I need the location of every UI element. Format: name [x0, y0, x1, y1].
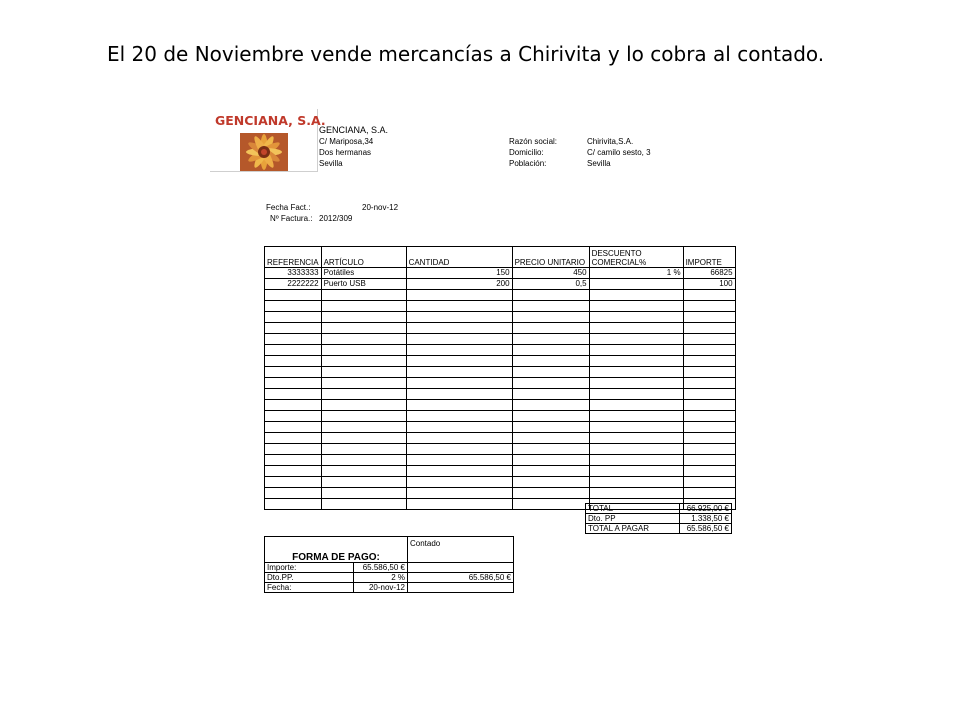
invoice-table: [264, 246, 736, 510]
flower-logo-icon: [240, 133, 288, 171]
cell-articulo: Potátiles: [321, 268, 406, 279]
cell-cantidad: [406, 444, 512, 455]
issuer-address: C/ Mariposa,34: [319, 137, 374, 146]
cell-articulo: [321, 378, 406, 389]
cell-ref: 3333333: [265, 268, 322, 279]
table-row: [265, 488, 736, 499]
cell-descuento: [589, 378, 683, 389]
payment-fecha-label: Fecha:: [265, 583, 354, 593]
cell-importe: [683, 411, 735, 422]
cell-importe: [683, 312, 735, 323]
cell-articulo: [321, 477, 406, 488]
cell-ref: [265, 499, 322, 510]
table-row: [265, 334, 736, 345]
cell-ref: [265, 301, 322, 312]
cell-descuento: [589, 389, 683, 400]
cell-importe: [683, 433, 735, 444]
payment-importe-label: Importe:: [265, 563, 354, 573]
payment-importe-row: [265, 563, 514, 573]
dto-label: Dto. PP: [586, 514, 680, 524]
invoice-date-label: Fecha Fact.:: [266, 203, 311, 212]
cell-ref: [265, 488, 322, 499]
cell-cantidad: [406, 378, 512, 389]
cell-descuento: [589, 334, 683, 345]
cell-precio: [512, 356, 589, 367]
cell-cantidad: [406, 334, 512, 345]
header-importe: IMPORTE: [683, 247, 735, 268]
header-descuento-line2: COMERCIAL%: [591, 258, 647, 267]
header-ref: REFERENCIA: [265, 247, 322, 268]
cell-descuento: [589, 323, 683, 334]
table-row: [265, 400, 736, 411]
table-header-row: [265, 247, 736, 268]
issuer-city: Sevilla: [319, 159, 343, 168]
cell-importe: [683, 378, 735, 389]
total-value: 66.925,00 €: [680, 504, 732, 514]
total-label: TOTAL: [586, 504, 680, 514]
cell-precio: [512, 312, 589, 323]
cell-descuento: 1 %: [589, 268, 683, 279]
cell-cantidad: [406, 312, 512, 323]
cell-descuento: [589, 345, 683, 356]
cell-descuento: [589, 444, 683, 455]
table-row: [265, 290, 736, 301]
cell-cantidad: [406, 356, 512, 367]
cell-precio: [512, 455, 589, 466]
cell-precio: [512, 334, 589, 345]
cell-descuento: [589, 488, 683, 499]
client-razon: Chirivita,S.A.: [587, 137, 634, 146]
payment-title-row: [265, 537, 514, 563]
table-row: [265, 455, 736, 466]
cell-cantidad: [406, 323, 512, 334]
cell-articulo: [321, 455, 406, 466]
header-precio: PRECIO UNITARIO: [512, 247, 589, 268]
table-row: [265, 444, 736, 455]
cell-articulo: [321, 411, 406, 422]
cell-cantidad: [406, 389, 512, 400]
table-row: [265, 323, 736, 334]
cell-articulo: [321, 345, 406, 356]
cell-descuento: [589, 433, 683, 444]
payment-importe: 65.586,50 €: [354, 563, 408, 573]
cell-articulo: [321, 433, 406, 444]
payment-dto-label: Dto.PP.: [265, 573, 354, 583]
table-row: [265, 466, 736, 477]
cell-cantidad: 150: [406, 268, 512, 279]
cell-descuento: [589, 400, 683, 411]
cell-cantidad: [406, 433, 512, 444]
cell-importe: [683, 345, 735, 356]
cell-descuento: [589, 466, 683, 477]
cell-precio: [512, 444, 589, 455]
payment-title: FORMA DE PAGO:: [265, 537, 408, 563]
header-descuento: [589, 247, 683, 268]
table-row: [265, 312, 736, 323]
pagar-row: [586, 524, 732, 534]
header-descuento-line1: DESCUENTO: [591, 249, 642, 258]
cell-articulo: [321, 488, 406, 499]
cell-cantidad: [406, 411, 512, 422]
dto-value: 1.338,50 €: [680, 514, 732, 524]
logo-text: GENCIANA, S.A.: [215, 113, 326, 128]
cell-cantidad: [406, 466, 512, 477]
payment-dto-row: [265, 573, 514, 583]
cell-importe: 66825: [683, 268, 735, 279]
cell-importe: 100: [683, 279, 735, 290]
cell-importe: [683, 400, 735, 411]
cell-ref: 2222222: [265, 279, 322, 290]
cell-ref: [265, 400, 322, 411]
cell-precio: [512, 301, 589, 312]
payment-fecha: 20-nov-12: [354, 583, 408, 593]
cell-ref: [265, 323, 322, 334]
cell-precio: [512, 290, 589, 301]
cell-ref: [265, 444, 322, 455]
issuer-town: Dos hermanas: [319, 148, 372, 157]
table-row: [265, 411, 736, 422]
issuer-name: GENCIANA, S.A.: [319, 125, 389, 135]
cell-articulo: [321, 301, 406, 312]
company-logo: [210, 109, 326, 172]
cell-descuento: [589, 422, 683, 433]
client-domicilio-label: Domicilio:: [509, 148, 544, 157]
header-articulo: ARTÍCULO: [321, 247, 406, 268]
cell-cantidad: [406, 488, 512, 499]
cell-descuento: [589, 411, 683, 422]
invoice-number-label: Nº Factura.:: [270, 214, 313, 223]
client-domicilio: C/ camilo sesto, 3: [587, 148, 651, 157]
cell-precio: [512, 378, 589, 389]
cell-articulo: [321, 312, 406, 323]
cell-importe: [683, 323, 735, 334]
cell-articulo: [321, 444, 406, 455]
cell-ref: [265, 356, 322, 367]
pagar-label: TOTAL A PAGAR: [586, 524, 680, 534]
client-razon-label: Razón social:: [509, 137, 558, 146]
payment-method: Contado: [408, 537, 514, 563]
cell-ref: [265, 466, 322, 477]
cell-importe: [683, 488, 735, 499]
cell-articulo: [321, 367, 406, 378]
cell-descuento: [589, 312, 683, 323]
cell-ref: [265, 411, 322, 422]
cell-importe: [683, 389, 735, 400]
invoice-number: 2012/309: [319, 214, 353, 223]
table-row: [265, 356, 736, 367]
cell-importe: [683, 455, 735, 466]
cell-cantidad: 200: [406, 279, 512, 290]
table-row: [265, 433, 736, 444]
cell-cantidad: [406, 455, 512, 466]
table-row: [265, 345, 736, 356]
client-poblacion-label: Población:: [509, 159, 547, 168]
cell-precio: [512, 477, 589, 488]
cell-articulo: [321, 400, 406, 411]
cell-ref: [265, 455, 322, 466]
cell-ref: [265, 422, 322, 433]
cell-descuento: [589, 279, 683, 290]
cell-precio: [512, 422, 589, 433]
cell-importe: [683, 444, 735, 455]
cell-precio: 0,5: [512, 279, 589, 290]
client-poblacion: Sevilla: [587, 159, 611, 168]
cell-importe: [683, 477, 735, 488]
cell-descuento: [589, 356, 683, 367]
table-row: [265, 268, 736, 279]
cell-articulo: [321, 389, 406, 400]
cell-descuento: [589, 455, 683, 466]
cell-cantidad: [406, 367, 512, 378]
cell-precio: [512, 466, 589, 477]
cell-precio: [512, 323, 589, 334]
total-row: [586, 504, 732, 514]
cell-precio: 450: [512, 268, 589, 279]
cell-precio: [512, 499, 589, 510]
payment-dto-pct: 2 %: [354, 573, 408, 583]
cell-precio: [512, 433, 589, 444]
totals-table: [585, 503, 732, 534]
payment-fecha-empty: [408, 583, 514, 593]
cell-importe: [683, 356, 735, 367]
cell-precio: [512, 488, 589, 499]
cell-ref: [265, 345, 322, 356]
cell-articulo: Puerto USB: [321, 279, 406, 290]
table-row: [265, 279, 736, 290]
cell-ref: [265, 378, 322, 389]
cell-ref: [265, 312, 322, 323]
cell-ref: [265, 367, 322, 378]
cell-ref: [265, 334, 322, 345]
cell-descuento: [589, 301, 683, 312]
table-row: [265, 367, 736, 378]
cell-ref: [265, 290, 322, 301]
table-row: [265, 477, 736, 488]
invoice-date: 20-nov-12: [362, 203, 399, 212]
cell-cantidad: [406, 345, 512, 356]
dto-row: [586, 514, 732, 524]
cell-cantidad: [406, 301, 512, 312]
cell-importe: [683, 422, 735, 433]
cell-precio: [512, 389, 589, 400]
cell-cantidad: [406, 422, 512, 433]
pagar-value: 65.586,50 €: [680, 524, 732, 534]
payment-fecha-row: [265, 583, 514, 593]
cell-ref: [265, 433, 322, 444]
cell-cantidad: [406, 290, 512, 301]
cell-cantidad: [406, 499, 512, 510]
table-row: [265, 378, 736, 389]
cell-importe: [683, 466, 735, 477]
cell-precio: [512, 400, 589, 411]
table-row: [265, 301, 736, 312]
cell-articulo: [321, 466, 406, 477]
header-cantidad: CANTIDAD: [406, 247, 512, 268]
cell-descuento: [589, 477, 683, 488]
cell-articulo: [321, 356, 406, 367]
slide-title: El 20 de Noviembre vende mercancías a Chirivita y lo cobra al contado.: [107, 42, 825, 66]
payment-table: [264, 536, 514, 593]
payment-dto-amount: 65.586,50 €: [408, 573, 514, 583]
cell-ref: [265, 389, 322, 400]
cell-precio: [512, 367, 589, 378]
cell-importe: [683, 290, 735, 301]
cell-cantidad: [406, 400, 512, 411]
cell-cantidad: [406, 477, 512, 488]
cell-descuento: [589, 290, 683, 301]
table-row: [265, 389, 736, 400]
cell-articulo: [321, 323, 406, 334]
cell-precio: [512, 411, 589, 422]
cell-descuento: [589, 367, 683, 378]
payment-importe-empty: [408, 563, 514, 573]
cell-articulo: [321, 290, 406, 301]
cell-importe: [683, 367, 735, 378]
cell-articulo: [321, 499, 406, 510]
invoice-table-body: [265, 268, 736, 510]
table-row: [265, 422, 736, 433]
cell-importe: [683, 301, 735, 312]
cell-ref: [265, 477, 322, 488]
cell-precio: [512, 345, 589, 356]
cell-articulo: [321, 334, 406, 345]
cell-articulo: [321, 422, 406, 433]
cell-importe: [683, 334, 735, 345]
